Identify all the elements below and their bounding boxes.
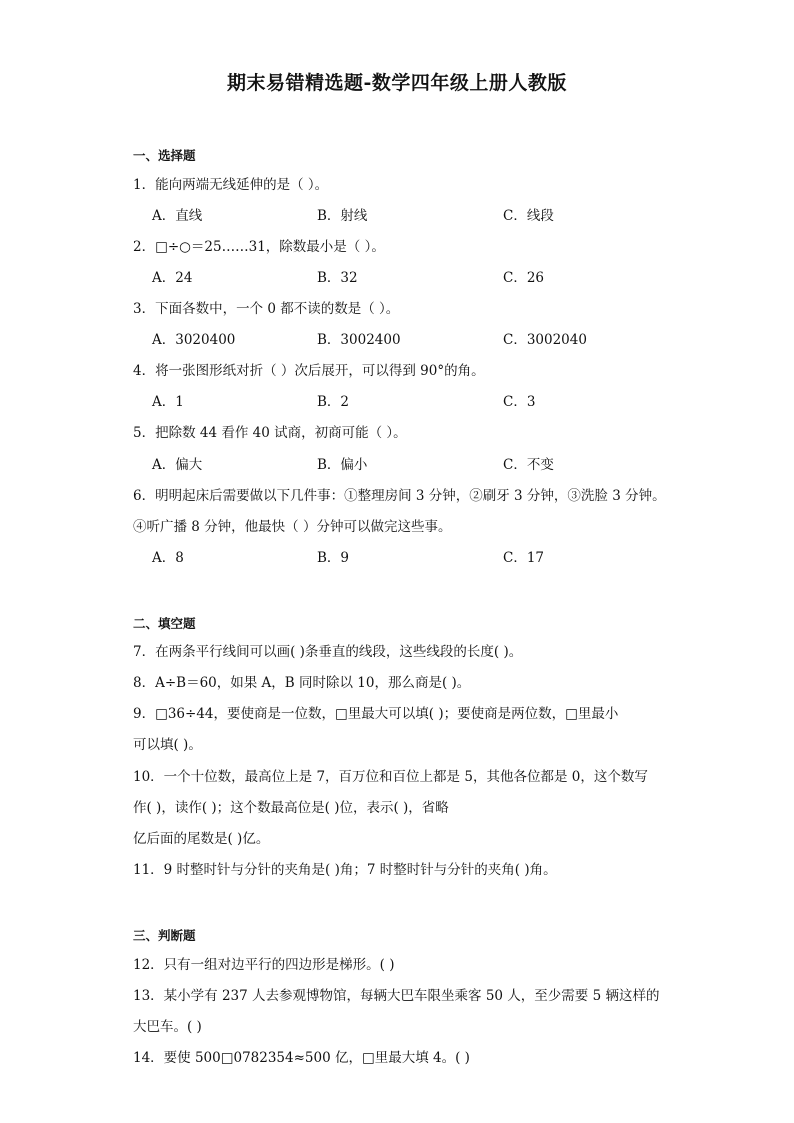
option-b: B．2	[317, 394, 350, 410]
option-a: A．3020400	[152, 332, 236, 348]
option-a: A．1	[152, 394, 184, 410]
option-c: C．3	[503, 394, 536, 410]
question-10-continued: 作( )，读作( )；这个数最高位是( )位，表示( )，省略	[133, 800, 449, 816]
option-c: C．3002040	[503, 332, 587, 348]
question-8: 8．A÷B＝60，如果 A，B 同时除以 10，那么商是( )。	[133, 675, 471, 691]
question-9: 9．□36÷44，要使商是一位数，□里最大可以填( )；要使商是两位数，□里最小	[133, 706, 619, 722]
section-heading-choice: 一、选择题	[133, 148, 196, 163]
option-c: C．不变	[503, 457, 554, 473]
question-6-continued: ④听广播 8 分钟，他最快（ ）分钟可以做完这些事。	[133, 519, 452, 535]
option-b: B．3002400	[317, 332, 401, 348]
section-heading-judge: 三、判断题	[133, 928, 196, 943]
question-6: 6．明明起床后需要做以下几件事：①整理房间 3 分钟，②刷牙 3 分钟，③洗脸 3 分钟。	[133, 488, 666, 504]
option-c: C．26	[503, 270, 545, 286]
option-a: A．24	[152, 270, 193, 286]
question-11: 11．9 时整时针与分针的夹角是( )角；7 时整时针与分针的夹角( )角。	[133, 862, 557, 878]
question-12: 12．只有一组对边平行的四边形是梯形。( )	[133, 957, 395, 973]
option-b: B．偏小	[317, 457, 368, 473]
option-b: B．32	[317, 270, 358, 286]
question-13: 13．某小学有 237 人去参观博物馆，每辆大巴车限坐乘客 50 人，至少需要 5 辆这样的	[133, 988, 660, 1004]
option-a: A．8	[152, 550, 184, 566]
question-7: 7．在两条平行线间可以画( )条垂直的线段，这些线段的长度( )。	[133, 644, 523, 660]
option-c: C．17	[503, 550, 545, 566]
page-title: 期末易错精选题-数学四年级上册人教版	[227, 72, 567, 94]
question-10: 10．一个十位数，最高位上是 7，百万位和百位上都是 5，其他各位都是 0，这个数写	[133, 769, 648, 785]
question-3: 3．下面各数中，一个 0 都不读的数是（ ）。	[133, 301, 400, 317]
option-c: C．线段	[503, 208, 554, 224]
option-b: B．射线	[317, 208, 368, 224]
question-1: 1．能向两端无线延伸的是（ ）。	[133, 177, 329, 193]
question-13-continued: 大巴车。( )	[133, 1019, 202, 1035]
question-14: 14．要使 500□0782354≈500 亿，□里最大填 4。( )	[133, 1050, 470, 1066]
question-5: 5．把除数 44 看作 40 试商，初商可能（ ）。	[133, 425, 407, 441]
question-4: 4．将一张图形纸对折（ ）次后展开，可以得到 90°的角。	[133, 363, 485, 379]
question-10-end: 亿后面的尾数是( )亿。	[133, 831, 270, 847]
option-a: A．直线	[152, 208, 203, 224]
question-9-continued: 可以填( )。	[133, 737, 202, 753]
option-b: B．9	[317, 550, 350, 566]
question-2: 2．□÷○＝25……31，除数最小是（ ）。	[133, 239, 385, 255]
option-a: A．偏大	[152, 457, 203, 473]
section-heading-fill: 二、填空题	[133, 616, 196, 631]
